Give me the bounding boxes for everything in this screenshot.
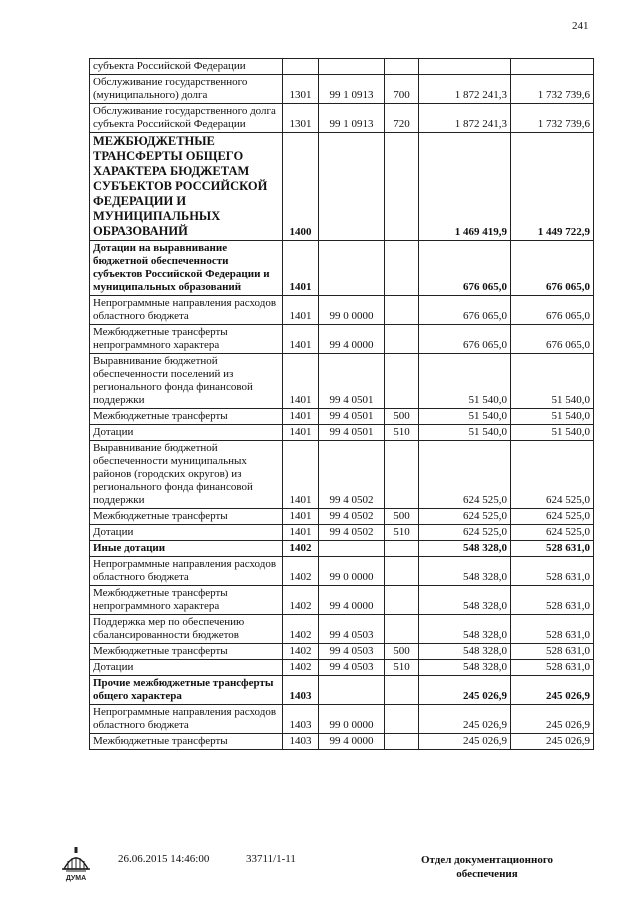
- table-row: [90, 409, 594, 425]
- row-expense-type: [385, 325, 419, 354]
- row-amount-1: 1 469 419,9: [419, 133, 511, 241]
- row-amount-2: 245 026,9: [511, 705, 594, 734]
- row-target-code: 99 4 0503: [319, 615, 385, 644]
- row-name: Межбюджетные трансферты: [90, 409, 283, 425]
- table-row: [90, 676, 594, 705]
- budget-table: [89, 58, 594, 750]
- row-amount-1: 548 328,0: [419, 541, 511, 557]
- row-target-code: 99 4 0501: [319, 425, 385, 441]
- row-amount-2: 528 631,0: [511, 644, 594, 660]
- row-amount-2: 51 540,0: [511, 354, 594, 409]
- row-expense-type: [385, 615, 419, 644]
- row-name: Поддержка мер по обеспечению сбалансированности бюджетов: [90, 615, 283, 644]
- row-name: Межбюджетные трансферты: [90, 734, 283, 750]
- row-target-code: 99 0 0000: [319, 557, 385, 586]
- row-name: Дотации: [90, 525, 283, 541]
- row-expense-type: [385, 676, 419, 705]
- row-amount-2: 676 065,0: [511, 325, 594, 354]
- row-amount-1: 624 525,0: [419, 509, 511, 525]
- row-section-code: 1401: [283, 296, 319, 325]
- row-amount-2: 624 525,0: [511, 509, 594, 525]
- footer-department: [402, 853, 572, 881]
- row-target-code: 99 4 0000: [319, 734, 385, 750]
- row-amount-1: 51 540,0: [419, 354, 511, 409]
- row-amount-1: 245 026,9: [419, 734, 511, 750]
- row-amount-1: 624 525,0: [419, 525, 511, 541]
- row-amount-1: 548 328,0: [419, 586, 511, 615]
- row-name: Обслуживание государственного (муниципального) долга: [90, 75, 283, 104]
- row-section-code: 1401: [283, 441, 319, 509]
- row-expense-type: 510: [385, 425, 419, 441]
- row-section-code: 1402: [283, 644, 319, 660]
- table-row: [90, 734, 594, 750]
- row-section-code: 1402: [283, 660, 319, 676]
- row-expense-type: [385, 241, 419, 296]
- row-expense-type: [385, 133, 419, 241]
- duma-logo-icon: [56, 843, 96, 883]
- row-target-code: [319, 59, 385, 75]
- row-name: Выравнивание бюджетной обеспеченности муниципальных районов (городских округов) из регионального фонда финансовой поддержки: [90, 441, 283, 509]
- row-section-code: 1401: [283, 525, 319, 541]
- row-name: Межбюджетные трансферты непрограммного характера: [90, 325, 283, 354]
- row-section-code: 1401: [283, 354, 319, 409]
- row-expense-type: 700: [385, 75, 419, 104]
- table-row: [90, 296, 594, 325]
- row-name: МЕЖБЮДЖЕТНЫЕ ТРАНСФЕРТЫ ОБЩЕГО ХАРАКТЕРА БЮДЖЕТАМ СУБЪЕКТОВ РОССИЙСКОЙ ФЕДЕРАЦИИ И МУНИЦИПАЛЬНЫХ ОБРАЗОВАНИЙ: [90, 133, 283, 241]
- row-target-code: 99 4 0501: [319, 409, 385, 425]
- table-row: [90, 541, 594, 557]
- row-amount-2: 528 631,0: [511, 557, 594, 586]
- row-section-code: 1401: [283, 241, 319, 296]
- row-name: Прочие межбюджетные трансферты общего характера: [90, 676, 283, 705]
- row-target-code: 99 4 0000: [319, 325, 385, 354]
- row-name: Межбюджетные трансферты непрограммного характера: [90, 586, 283, 615]
- row-expense-type: 500: [385, 644, 419, 660]
- row-amount-1: 51 540,0: [419, 409, 511, 425]
- table-row: [90, 354, 594, 409]
- row-amount-2: 528 631,0: [511, 586, 594, 615]
- row-amount-2: 51 540,0: [511, 425, 594, 441]
- row-amount-1: 624 525,0: [419, 441, 511, 509]
- row-amount-2: 1 449 722,9: [511, 133, 594, 241]
- row-name: Дотации на выравнивание бюджетной обеспеченности субъектов Российской Федерации и муниципальных образований: [90, 241, 283, 296]
- row-amount-2: 528 631,0: [511, 615, 594, 644]
- row-section-code: [283, 59, 319, 75]
- row-amount-1: 1 872 241,3: [419, 75, 511, 104]
- row-expense-type: [385, 441, 419, 509]
- row-expense-type: 510: [385, 660, 419, 676]
- table-row: [90, 557, 594, 586]
- row-name: Межбюджетные трансферты: [90, 509, 283, 525]
- row-target-code: 99 1 0913: [319, 75, 385, 104]
- row-expense-type: [385, 354, 419, 409]
- table-row: [90, 705, 594, 734]
- row-target-code: 99 1 0913: [319, 104, 385, 133]
- row-section-code: 1400: [283, 133, 319, 241]
- row-expense-type: [385, 557, 419, 586]
- table-row: [90, 241, 594, 296]
- row-target-code: 99 4 0502: [319, 441, 385, 509]
- row-amount-2: 624 525,0: [511, 441, 594, 509]
- row-amount-2: 528 631,0: [511, 660, 594, 676]
- footer-department-line2: обеспечения: [456, 868, 518, 880]
- table-row: [90, 509, 594, 525]
- row-expense-type: [385, 734, 419, 750]
- row-target-code: [319, 541, 385, 557]
- row-expense-type: 510: [385, 525, 419, 541]
- row-amount-1: 245 026,9: [419, 676, 511, 705]
- row-amount-1: 548 328,0: [419, 615, 511, 644]
- table-row: [90, 586, 594, 615]
- svg-text:ДУМА: ДУМА: [65, 875, 87, 882]
- row-section-code: 1301: [283, 104, 319, 133]
- row-name: Дотации: [90, 425, 283, 441]
- row-expense-type: [385, 59, 419, 75]
- row-target-code: 99 4 0503: [319, 660, 385, 676]
- row-section-code: 1402: [283, 615, 319, 644]
- row-name: Непрограммные направления расходов областного бюджета: [90, 705, 283, 734]
- row-section-code: 1301: [283, 75, 319, 104]
- row-expense-type: 720: [385, 104, 419, 133]
- row-amount-2: 676 065,0: [511, 241, 594, 296]
- row-amount-2: 528 631,0: [511, 541, 594, 557]
- row-amount-1: 676 065,0: [419, 296, 511, 325]
- row-name: Непрограммные направления расходов областного бюджета: [90, 296, 283, 325]
- row-expense-type: [385, 541, 419, 557]
- row-target-code: 99 0 0000: [319, 705, 385, 734]
- table-row: [90, 59, 594, 75]
- row-section-code: 1403: [283, 734, 319, 750]
- table-row: [90, 441, 594, 509]
- row-amount-2: 245 026,9: [511, 734, 594, 750]
- row-name: Обслуживание государственного долга субъекта Российской Федерации: [90, 104, 283, 133]
- row-name: Межбюджетные трансферты: [90, 644, 283, 660]
- row-name: субъекта Российской Федерации: [90, 59, 283, 75]
- row-amount-1: 548 328,0: [419, 660, 511, 676]
- table-row: [90, 425, 594, 441]
- row-amount-2: 51 540,0: [511, 409, 594, 425]
- row-target-code: 99 0 0000: [319, 296, 385, 325]
- row-amount-1: 548 328,0: [419, 557, 511, 586]
- row-section-code: 1401: [283, 409, 319, 425]
- footer-department-line1: Отдел документационного: [420, 854, 554, 866]
- table-row: [90, 615, 594, 644]
- table-row: [90, 75, 594, 104]
- row-amount-1: [419, 59, 511, 75]
- row-amount-2: 1 732 739,6: [511, 104, 594, 133]
- row-amount-2: 624 525,0: [511, 525, 594, 541]
- row-section-code: 1402: [283, 557, 319, 586]
- table-row: [90, 660, 594, 676]
- row-section-code: 1401: [283, 325, 319, 354]
- row-target-code: [319, 133, 385, 241]
- row-expense-type: [385, 705, 419, 734]
- row-section-code: 1401: [283, 509, 319, 525]
- row-name: Непрограммные направления расходов областного бюджета: [90, 557, 283, 586]
- row-target-code: 99 4 0501: [319, 354, 385, 409]
- row-amount-2: 676 065,0: [511, 296, 594, 325]
- row-target-code: 99 4 0502: [319, 509, 385, 525]
- row-amount-1: 676 065,0: [419, 241, 511, 296]
- footer-document-number: 33711/1-11: [246, 853, 296, 865]
- row-amount-1: 51 540,0: [419, 425, 511, 441]
- table-row: [90, 525, 594, 541]
- row-target-code: 99 4 0000: [319, 586, 385, 615]
- row-name: Иные дотации: [90, 541, 283, 557]
- table-row: [90, 133, 594, 241]
- row-amount-1: 245 026,9: [419, 705, 511, 734]
- row-amount-1: 676 065,0: [419, 325, 511, 354]
- row-expense-type: 500: [385, 409, 419, 425]
- row-section-code: 1401: [283, 425, 319, 441]
- row-name: Дотации: [90, 660, 283, 676]
- row-section-code: 1403: [283, 676, 319, 705]
- row-amount-2: 245 026,9: [511, 676, 594, 705]
- row-amount-2: 1 732 739,6: [511, 75, 594, 104]
- row-target-code: [319, 676, 385, 705]
- row-name: Выравнивание бюджетной обеспеченности поселений из регионального фонда финансовой поддержки: [90, 354, 283, 409]
- page-number: 241: [572, 20, 589, 32]
- row-expense-type: 500: [385, 509, 419, 525]
- table-row: [90, 104, 594, 133]
- row-amount-2: [511, 59, 594, 75]
- row-target-code: 99 4 0502: [319, 525, 385, 541]
- row-target-code: [319, 241, 385, 296]
- row-target-code: 99 4 0503: [319, 644, 385, 660]
- row-amount-1: 1 872 241,3: [419, 104, 511, 133]
- table-row: [90, 644, 594, 660]
- row-expense-type: [385, 296, 419, 325]
- table-row: [90, 325, 594, 354]
- row-expense-type: [385, 586, 419, 615]
- row-section-code: 1403: [283, 705, 319, 734]
- row-section-code: 1402: [283, 541, 319, 557]
- row-amount-1: 548 328,0: [419, 644, 511, 660]
- footer-datetime: 26.06.2015 14:46:00: [118, 853, 210, 865]
- row-section-code: 1402: [283, 586, 319, 615]
